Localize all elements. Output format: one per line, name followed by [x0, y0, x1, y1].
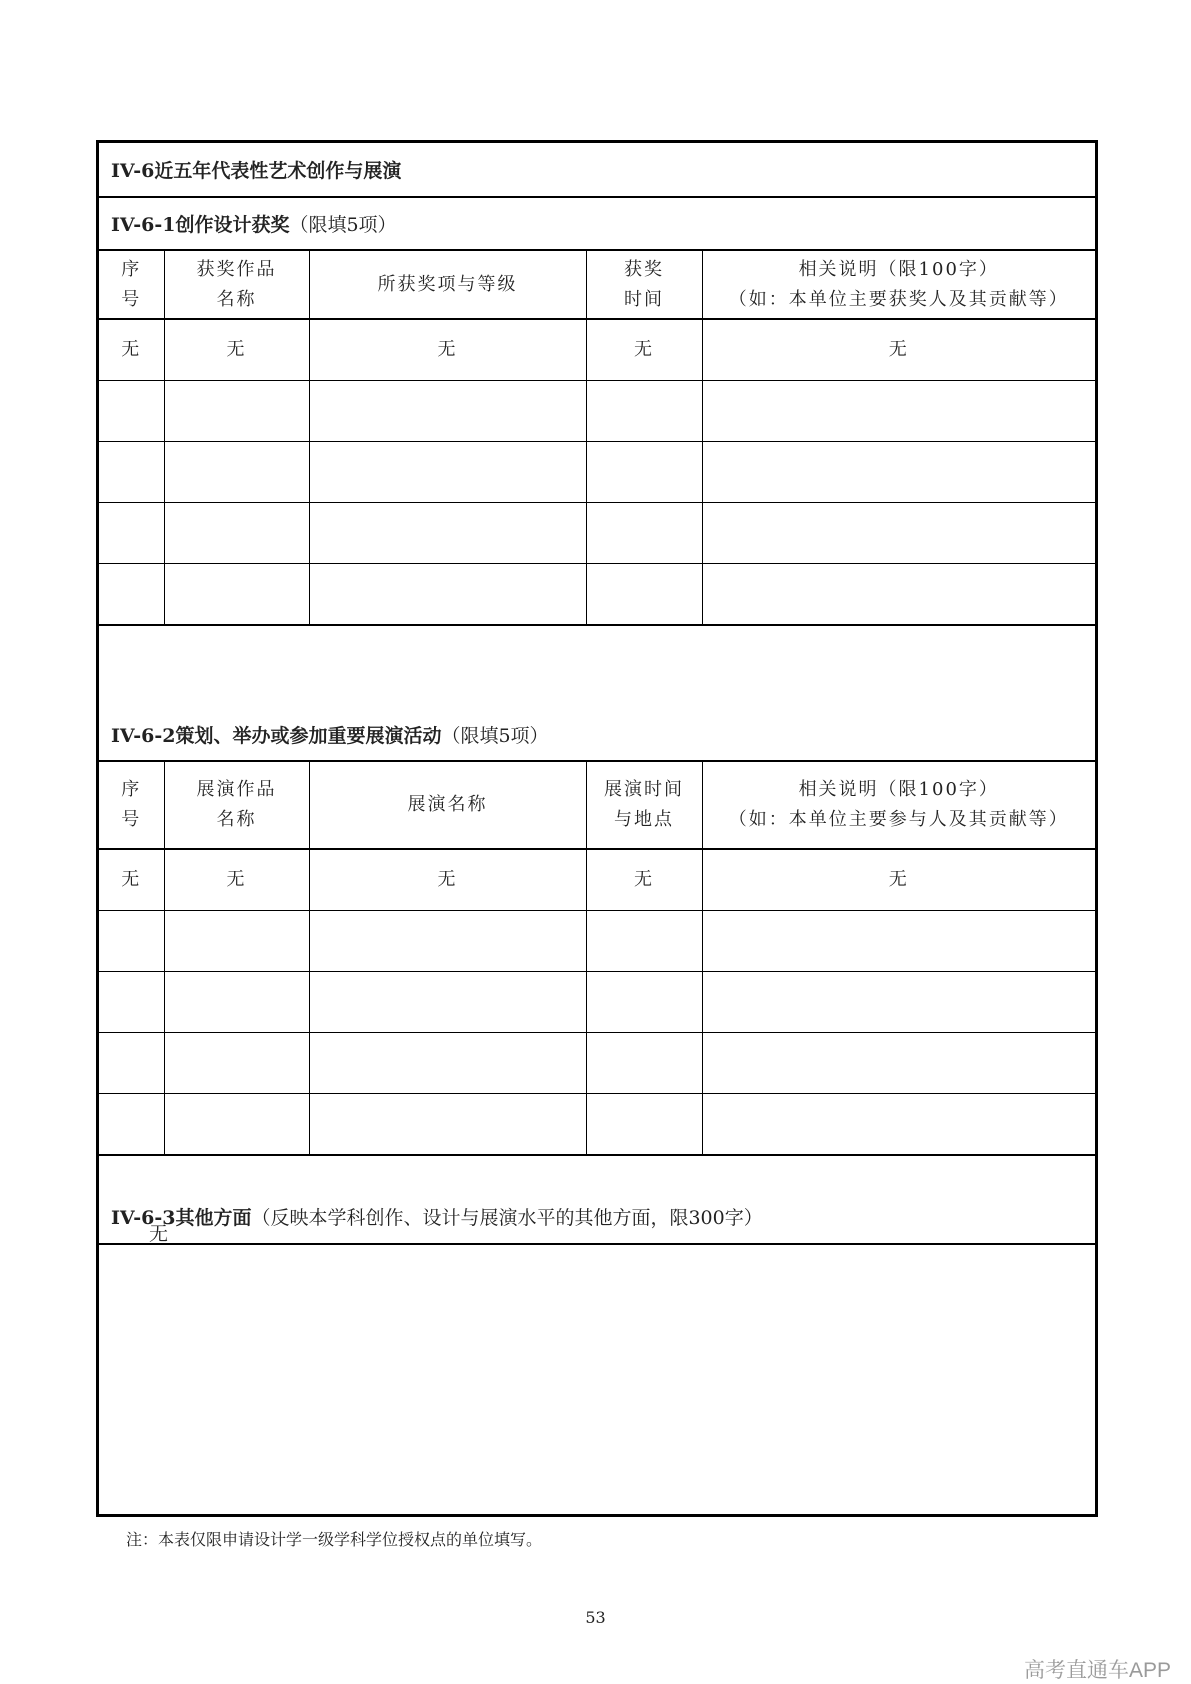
table-row [99, 564, 1095, 626]
table-cell: 无 [586, 849, 702, 911]
header-cell [309, 762, 586, 849]
section-1-title-row [99, 198, 1095, 251]
header-cell [702, 762, 1095, 849]
header-line: 展演名称 [407, 794, 488, 815]
table-cell [309, 972, 586, 1033]
page-number: 53 [585, 1608, 606, 1627]
table-cell: 无 [99, 319, 164, 381]
table-cell [586, 1094, 702, 1156]
section-3-body: 无 [149, 1223, 169, 1245]
header-cell [586, 251, 702, 319]
header-line: 序 [121, 779, 142, 800]
header-line: 展演时间 [604, 779, 684, 800]
section-2-subtitle: （限填5项） [441, 725, 549, 747]
table-cell [702, 911, 1095, 972]
table-cell [164, 1033, 309, 1094]
table-cell [586, 911, 702, 972]
table-cell [164, 381, 309, 442]
section-1-title: IV-6-1创作设计获奖 [111, 214, 290, 236]
table-cell: 无 [309, 319, 586, 381]
table-cell: 无 [586, 319, 702, 381]
table-cell [164, 503, 309, 564]
header-cell [99, 762, 164, 849]
table-row [99, 972, 1095, 1033]
table-cell: 无 [702, 319, 1095, 381]
table-cell [164, 442, 309, 503]
exhibitions-table [99, 762, 1095, 1156]
table-cell [586, 503, 702, 564]
header-line: 号 [121, 809, 142, 830]
header-line: 获奖 [624, 258, 664, 280]
table-cell [99, 972, 164, 1033]
header-cell [702, 251, 1095, 319]
table-cell [702, 442, 1095, 503]
table-cell [586, 381, 702, 442]
form-title-row [99, 143, 1095, 198]
footnote: 注：本表仅限申请设计学一级学科学位授权点的单位填写。 [126, 1530, 543, 1549]
header-cell [164, 762, 309, 849]
table-cell [164, 911, 309, 972]
table-cell [586, 442, 702, 503]
awards-table [99, 251, 1095, 626]
table-row [99, 1094, 1095, 1156]
header-line: 展演作品 [196, 779, 277, 800]
header-line: 号 [121, 288, 142, 310]
table-cell [309, 381, 586, 442]
table-cell [99, 503, 164, 564]
table-cell [164, 564, 309, 626]
header-line: 名称 [216, 809, 257, 830]
table-cell [309, 442, 586, 503]
table-cell [586, 972, 702, 1033]
section-3-subtitle: （反映本学科创作、设计与展演水平的其他方面，限300字） [251, 1207, 763, 1229]
header-row [99, 762, 1095, 849]
section-3-title: IV-6-3其他方面 [111, 1207, 252, 1229]
table-cell [99, 911, 164, 972]
table-cell: 无 [99, 849, 164, 911]
table-cell [586, 564, 702, 626]
section-2-title-row [99, 709, 1095, 762]
header-cell [309, 251, 586, 319]
header-row [99, 251, 1095, 319]
table-cell: 无 [309, 849, 586, 911]
header-line: 所获奖项与等级 [377, 273, 518, 295]
table-cell [99, 564, 164, 626]
table-cell: 无 [164, 849, 309, 911]
header-line: 获奖作品 [196, 258, 277, 280]
table-row [99, 1033, 1095, 1094]
header-line: 相关说明（限100字） [798, 258, 999, 280]
header-line: 时间 [624, 288, 664, 310]
table-cell [309, 503, 586, 564]
table-cell [702, 1033, 1095, 1094]
table-cell [309, 1094, 586, 1156]
header-line: （如：本单位主要参与人及其贡献等） [728, 809, 1069, 830]
header-line: 序 [121, 258, 142, 280]
table-row [99, 381, 1095, 442]
table-cell [586, 1033, 702, 1094]
header-line: （如：本单位主要获奖人及其贡献等） [728, 288, 1069, 310]
table-cell [702, 564, 1095, 626]
table-cell [702, 972, 1095, 1033]
header-line: 名称 [216, 288, 257, 310]
table-cell [99, 381, 164, 442]
table-cell: 无 [164, 319, 309, 381]
table-cell [702, 503, 1095, 564]
table-cell [702, 1094, 1095, 1156]
table-cell [164, 972, 309, 1033]
form-title: IV-6近五年代表性艺术创作与展演 [111, 160, 402, 182]
table-cell: 无 [702, 849, 1095, 911]
header-cell [164, 251, 309, 319]
section-2-title: IV-6-2策划、举办或参加重要展演活动 [111, 725, 442, 747]
table-cell [702, 381, 1095, 442]
table-cell [99, 1033, 164, 1094]
header-cell [99, 251, 164, 319]
form-table [96, 140, 1098, 1517]
header-cell [586, 762, 702, 849]
table-row [99, 911, 1095, 972]
table-cell [309, 564, 586, 626]
section-1-subtitle: （限填5项） [289, 214, 397, 236]
table-cell [164, 1094, 309, 1156]
table-row [99, 503, 1095, 564]
watermark: 高考直通车APP [1023, 1659, 1171, 1682]
table-row [99, 442, 1095, 503]
table-cell [99, 442, 164, 503]
header-line: 与地点 [614, 809, 674, 830]
table-cell [309, 1033, 586, 1094]
table-row [99, 849, 1095, 911]
table-row [99, 319, 1095, 381]
header-line: 相关说明（限100字） [798, 779, 999, 800]
section-3-title-row [99, 1190, 1095, 1245]
table-cell [309, 911, 586, 972]
table-cell [99, 1094, 164, 1156]
